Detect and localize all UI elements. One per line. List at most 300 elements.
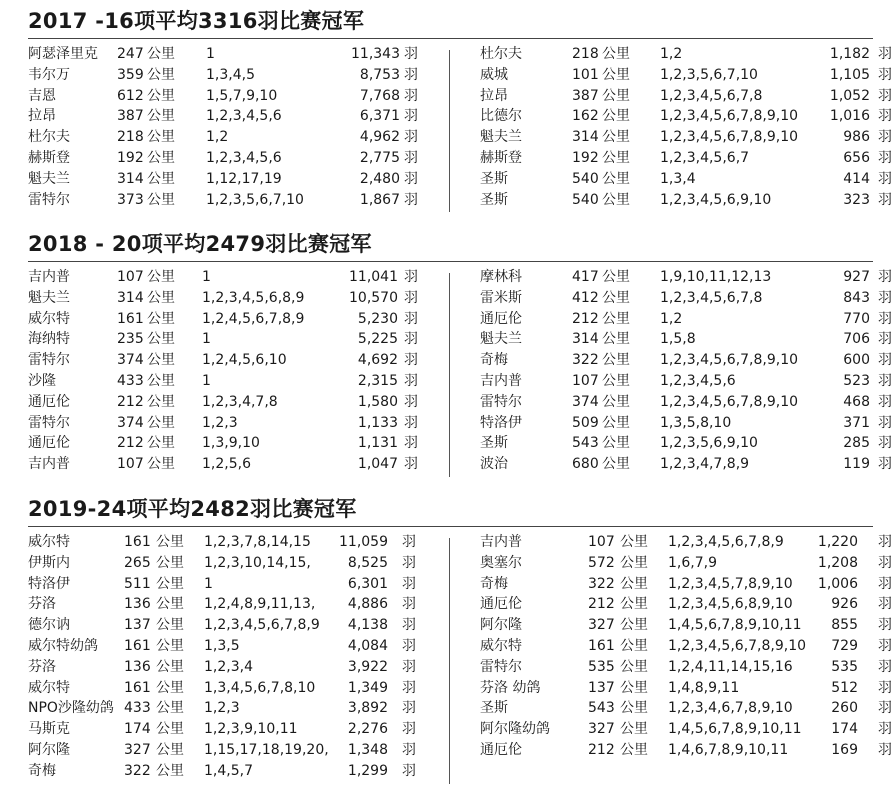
venue-name: 摩林科 — [480, 269, 522, 285]
distance-unit: 公里 — [620, 679, 648, 696]
distance-value: 218 — [117, 129, 144, 146]
distance-value: 314 — [117, 170, 144, 187]
pigeon-count: 119 — [843, 456, 870, 473]
race-numbers: 1,2,3,4,5,6,7,8,9 — [204, 617, 320, 634]
pigeon-count: 926 — [831, 596, 858, 613]
distance-value: 359 — [117, 66, 144, 83]
pigeon-unit: 羽 — [404, 331, 418, 348]
section-title: 2018 - 20项平均2479羽比赛冠军 — [28, 232, 372, 256]
pigeon-unit: 羽 — [404, 149, 418, 166]
distance-unit: 公里 — [156, 534, 184, 550]
table-row — [28, 657, 420, 678]
pigeon-count: 260 — [831, 700, 858, 717]
venue-name: 阿尔隆幼鸽 — [480, 721, 550, 738]
table-row — [480, 615, 892, 636]
distance-unit: 公里 — [602, 170, 630, 187]
distance-unit: 公里 — [620, 596, 648, 613]
distance-unit: 公里 — [602, 46, 630, 62]
pigeon-count: 6,301 — [347, 575, 388, 592]
venue-name: 威尔特 — [28, 310, 70, 327]
race-numbers: 1,2,3,4,5,6,7,8,9,10 — [668, 637, 807, 654]
race-numbers: 1,2,3,4,5,6,9,10 — [660, 191, 772, 208]
distance-unit: 公里 — [147, 393, 175, 410]
distance-value: 314 — [117, 289, 144, 306]
race-numbers: 1,3,5 — [204, 637, 240, 654]
table-row — [480, 413, 892, 434]
table-row — [28, 761, 420, 782]
distance-value: 265 — [124, 554, 151, 571]
race-numbers: 1,2,3,5,6,9,10 — [660, 435, 758, 452]
distance-unit: 公里 — [147, 289, 175, 306]
distance-value: 161 — [124, 534, 151, 550]
pigeon-unit: 羽 — [402, 762, 416, 779]
venue-name: 韦尔万 — [28, 66, 70, 83]
venue-name: 芬洛 — [28, 658, 56, 675]
distance-unit: 公里 — [620, 700, 648, 717]
distance-value: 543 — [588, 700, 615, 717]
section-title: 2019-24项平均2482羽比赛冠军 — [28, 497, 357, 521]
pigeon-count: 2,276 — [347, 721, 388, 738]
distance-value: 107 — [572, 372, 599, 389]
distance-value: 161 — [124, 637, 151, 654]
distance-value: 212 — [572, 310, 599, 327]
pigeon-unit: 羽 — [404, 269, 418, 285]
distance-unit: 公里 — [147, 170, 175, 187]
distance-value: 374 — [117, 414, 144, 431]
race-numbers: 1,2,4,11,14,15,16 — [668, 658, 793, 675]
venue-name: 通厄伦 — [480, 596, 522, 613]
race-numbers: 1,2,3,4,5,6,8,9 — [202, 289, 305, 306]
race-numbers: 1,2,4,8,9,11,13, — [204, 596, 316, 613]
table-row — [28, 288, 420, 309]
venue-name: 魁夫兰 — [480, 129, 522, 146]
pigeon-count: 855 — [831, 617, 858, 634]
venue-name: 魁夫兰 — [480, 331, 522, 348]
pigeon-unit: 羽 — [404, 66, 418, 83]
pigeon-unit: 羽 — [402, 637, 416, 654]
race-numbers: 1,2,4,5,6,7,8,9 — [202, 310, 305, 327]
venue-name: 吉恩 — [28, 87, 56, 104]
race-numbers: 1 — [202, 372, 211, 389]
race-numbers: 1,2,3,4,7,8,9 — [660, 456, 750, 473]
pigeon-count: 4,138 — [347, 617, 388, 634]
pigeon-count: 4,962 — [359, 129, 400, 146]
race-numbers: 1,2,3,4,6,7,8,9,10 — [668, 700, 793, 717]
race-numbers: 1,2,3,4,5,6,7 — [660, 149, 750, 166]
pigeon-unit: 羽 — [404, 87, 418, 104]
distance-value: 212 — [588, 596, 615, 613]
section-rule — [28, 38, 873, 39]
distance-value: 327 — [588, 617, 615, 634]
table-row — [480, 371, 892, 392]
pigeon-count: 1,349 — [347, 679, 388, 696]
pigeon-count: 11,041 — [349, 269, 398, 285]
distance-unit: 公里 — [156, 762, 184, 779]
distance-value: 612 — [117, 87, 144, 104]
table-row — [28, 574, 420, 595]
pigeon-unit: 羽 — [404, 170, 418, 187]
pigeon-unit: 羽 — [404, 191, 418, 208]
pigeon-count: 7,768 — [359, 87, 400, 104]
distance-value: 192 — [117, 149, 144, 166]
pigeon-count: 1,299 — [347, 762, 388, 779]
table-row — [28, 148, 420, 169]
distance-value: 137 — [588, 679, 615, 696]
venue-name: 阿瑟泽里克 — [28, 46, 98, 62]
pigeon-unit: 羽 — [878, 393, 892, 410]
distance-unit: 公里 — [620, 575, 648, 592]
distance-value: 314 — [572, 129, 599, 146]
pigeon-count: 8,525 — [347, 554, 388, 571]
venue-name: 雷特尔 — [480, 393, 522, 410]
venue-name: 赫斯登 — [480, 149, 522, 166]
pigeon-unit: 羽 — [878, 741, 892, 758]
distance-unit: 公里 — [602, 108, 630, 125]
pigeon-count: 414 — [843, 170, 870, 187]
race-numbers: 1,2 — [660, 310, 683, 327]
table-row — [480, 454, 892, 475]
pigeon-count: 174 — [831, 721, 858, 738]
distance-unit: 公里 — [602, 414, 630, 431]
table-row — [480, 574, 892, 595]
venue-name: 奇梅 — [28, 762, 56, 779]
pigeon-count: 1,133 — [357, 414, 398, 431]
pigeon-count: 927 — [843, 269, 870, 285]
pigeon-count: 3,922 — [347, 658, 388, 675]
venue-name: 圣斯 — [480, 700, 508, 717]
race-numbers: 1,5,8 — [660, 331, 696, 348]
race-numbers: 1,2,3,4,5,7,8,9,10 — [668, 575, 793, 592]
pigeon-unit: 羽 — [878, 414, 892, 431]
pigeon-unit: 羽 — [404, 129, 418, 146]
distance-value: 314 — [572, 331, 599, 348]
pigeon-count: 11,059 — [339, 534, 388, 550]
race-numbers: 1,2,3,4,5,6 — [206, 149, 282, 166]
distance-unit: 公里 — [147, 372, 175, 389]
left-column — [28, 532, 420, 782]
table-row — [480, 740, 892, 761]
venue-name: 芬洛 幼鸽 — [480, 679, 541, 696]
table-row — [480, 288, 892, 309]
venue-name: 拉昂 — [28, 108, 56, 125]
distance-unit: 公里 — [147, 149, 175, 166]
distance-unit: 公里 — [147, 191, 175, 208]
race-numbers: 1,2,3,4,5,6 — [206, 108, 282, 125]
results-section — [28, 231, 892, 473]
pigeon-count: 1,131 — [357, 435, 398, 452]
table-row — [28, 329, 420, 350]
distance-unit: 公里 — [156, 575, 184, 592]
pigeon-unit: 羽 — [402, 679, 416, 696]
distance-unit: 公里 — [156, 721, 184, 738]
venue-name: 海纳特 — [28, 331, 70, 348]
table-row — [28, 594, 420, 615]
pigeon-unit: 羽 — [402, 575, 416, 592]
pigeon-unit: 羽 — [404, 108, 418, 125]
distance-value: 322 — [572, 352, 599, 369]
distance-value: 387 — [572, 87, 599, 104]
race-numbers: 1,2,3 — [204, 700, 240, 717]
race-numbers: 1,2 — [660, 46, 683, 62]
race-numbers: 1 — [206, 46, 215, 62]
race-numbers: 1,5,7,9,10 — [206, 87, 278, 104]
pigeon-unit: 羽 — [402, 700, 416, 717]
pigeon-unit: 羽 — [404, 435, 418, 452]
pigeon-count: 1,052 — [829, 87, 870, 104]
pigeon-count: 468 — [843, 393, 870, 410]
distance-value: 417 — [572, 269, 599, 285]
distance-value: 433 — [117, 372, 144, 389]
venue-name: 马斯克 — [28, 721, 70, 738]
venue-name: 拉昂 — [480, 87, 508, 104]
pigeon-count: 1,105 — [829, 66, 870, 83]
pigeon-unit: 羽 — [878, 310, 892, 327]
distance-unit: 公里 — [156, 700, 184, 717]
table-row — [28, 740, 420, 761]
pigeon-count: 5,225 — [357, 331, 398, 348]
pigeon-count: 10,570 — [349, 289, 398, 306]
distance-value: 107 — [117, 269, 144, 285]
venue-name: 芬洛 — [28, 596, 56, 613]
pigeon-unit: 羽 — [878, 575, 892, 592]
pigeon-unit: 羽 — [404, 289, 418, 306]
table-row — [480, 678, 892, 699]
left-column — [28, 44, 420, 210]
pigeon-unit: 羽 — [878, 534, 892, 550]
race-numbers: 1,15,17,18,19,20, — [204, 741, 329, 758]
venue-name: 沙隆 — [28, 372, 56, 389]
distance-unit: 公里 — [156, 741, 184, 758]
race-numbers: 1,2,3,10,14,15, — [204, 554, 311, 571]
table-row — [480, 594, 892, 615]
table-row — [28, 190, 420, 211]
venue-name: 雷特尔 — [480, 658, 522, 675]
pigeon-unit: 羽 — [878, 129, 892, 146]
table-row — [480, 329, 892, 350]
pigeon-count: 600 — [843, 352, 870, 369]
race-numbers: 1,2,3,4,5,6,8,9,10 — [668, 596, 793, 613]
distance-unit: 公里 — [602, 310, 630, 327]
table-row — [480, 267, 892, 288]
distance-value: 162 — [572, 108, 599, 125]
race-numbers: 1,2,3,4,5,6 — [660, 372, 736, 389]
table-row — [28, 433, 420, 454]
venue-name: 伊斯内 — [28, 554, 70, 571]
distance-value: 433 — [124, 700, 151, 717]
pigeon-unit: 羽 — [404, 352, 418, 369]
pigeon-unit: 羽 — [878, 170, 892, 187]
pigeon-count: 323 — [843, 191, 870, 208]
distance-value: 327 — [124, 741, 151, 758]
pigeon-count: 1,182 — [829, 46, 870, 62]
venue-name: 吉内普 — [480, 534, 522, 550]
table-row — [28, 678, 420, 699]
pigeon-unit: 羽 — [878, 149, 892, 166]
pigeon-count: 169 — [831, 741, 858, 758]
pigeon-unit: 羽 — [878, 87, 892, 104]
table-row — [480, 309, 892, 330]
distance-unit: 公里 — [602, 129, 630, 146]
distance-value: 161 — [124, 679, 151, 696]
table-row — [480, 657, 892, 678]
venue-name: 威尔特 — [28, 679, 70, 696]
venue-name: 雷特尔 — [28, 414, 70, 431]
race-numbers: 1,2,3,9,10,11 — [204, 721, 298, 738]
venue-name: 圣斯 — [480, 170, 508, 187]
pigeon-count: 1,867 — [359, 191, 400, 208]
pigeon-count: 2,775 — [359, 149, 400, 166]
venue-name: 特洛伊 — [480, 414, 522, 431]
pigeon-count: 1,220 — [817, 534, 858, 550]
venue-name: 吉内普 — [480, 372, 522, 389]
pigeon-unit: 羽 — [878, 596, 892, 613]
race-numbers: 1,2,3,4,5,6,7,8 — [660, 289, 763, 306]
distance-unit: 公里 — [602, 87, 630, 104]
table-row — [480, 190, 892, 211]
venue-name: 威尔特 — [28, 534, 70, 550]
pigeon-unit: 羽 — [404, 46, 418, 62]
race-numbers: 1,2 — [206, 129, 229, 146]
distance-value: 511 — [124, 575, 151, 592]
distance-value: 212 — [117, 435, 144, 452]
distance-value: 107 — [117, 456, 144, 473]
distance-value: 161 — [117, 310, 144, 327]
right-column — [480, 267, 892, 475]
pigeon-count: 843 — [843, 289, 870, 306]
race-numbers: 1,4,5,6,7,8,9,10,11 — [668, 721, 802, 738]
pigeon-count: 706 — [843, 331, 870, 348]
distance-unit: 公里 — [147, 456, 175, 473]
table-row — [480, 392, 892, 413]
pigeon-unit: 羽 — [404, 456, 418, 473]
distance-value: 161 — [588, 637, 615, 654]
pigeon-unit: 羽 — [878, 191, 892, 208]
race-numbers: 1,2,5,6 — [202, 456, 251, 473]
pigeon-unit: 羽 — [402, 741, 416, 758]
pigeon-unit: 羽 — [402, 617, 416, 634]
distance-unit: 公里 — [602, 66, 630, 83]
distance-value: 535 — [588, 658, 615, 675]
pigeon-unit: 羽 — [402, 554, 416, 571]
distance-value: 540 — [572, 170, 599, 187]
pigeon-unit: 羽 — [404, 393, 418, 410]
table-row — [480, 532, 892, 553]
pigeon-unit: 羽 — [878, 679, 892, 696]
venue-name: 赫斯登 — [28, 149, 70, 166]
pigeon-count: 729 — [831, 637, 858, 654]
table-row — [28, 636, 420, 657]
distance-value: 137 — [124, 617, 151, 634]
distance-unit: 公里 — [147, 66, 175, 83]
distance-unit: 公里 — [147, 331, 175, 348]
table-row — [480, 65, 892, 86]
table-row — [480, 698, 892, 719]
pigeon-count: 523 — [843, 372, 870, 389]
distance-unit: 公里 — [156, 617, 184, 634]
venue-name: 比德尔 — [480, 108, 522, 125]
pigeon-unit: 羽 — [878, 352, 892, 369]
pigeon-count: 1,016 — [829, 108, 870, 125]
pigeon-count: 3,892 — [347, 700, 388, 717]
table-row — [480, 127, 892, 148]
pigeon-unit: 羽 — [878, 66, 892, 83]
venue-name: 阿尔隆 — [480, 617, 522, 634]
venue-name: 威尔特幼鸽 — [28, 637, 98, 654]
distance-value: 107 — [588, 534, 615, 550]
pigeon-unit: 羽 — [878, 269, 892, 285]
race-numbers: 1,4,5,6,7,8,9,10,11 — [668, 617, 802, 634]
race-numbers: 1 — [202, 331, 211, 348]
distance-unit: 公里 — [620, 637, 648, 654]
pigeon-count: 371 — [843, 414, 870, 431]
distance-unit: 公里 — [602, 435, 630, 452]
pigeon-count: 535 — [831, 658, 858, 675]
pigeon-count: 1,580 — [357, 393, 398, 410]
results-section — [28, 8, 892, 208]
pigeon-unit: 羽 — [878, 289, 892, 306]
distance-value: 212 — [117, 393, 144, 410]
venue-name: 威尔特 — [480, 637, 522, 654]
race-numbers: 1,2,3,4,5,6,7,8 — [660, 87, 763, 104]
table-row — [28, 719, 420, 740]
distance-value: 218 — [572, 46, 599, 62]
pigeon-count: 11,343 — [351, 46, 400, 62]
venue-name: 吉内普 — [28, 456, 70, 473]
table-row — [28, 454, 420, 475]
pigeon-count: 656 — [843, 149, 870, 166]
right-column — [480, 532, 892, 761]
pigeon-unit: 羽 — [878, 372, 892, 389]
venue-name: 杜尔夫 — [28, 129, 70, 146]
pigeon-count: 4,084 — [347, 637, 388, 654]
distance-unit: 公里 — [147, 352, 175, 369]
race-numbers: 1,2,3,4,5,6,7,8,9,10 — [660, 352, 799, 369]
race-numbers: 1,2,3,5,6,7,10 — [206, 191, 304, 208]
race-numbers: 1,4,8,9,11 — [668, 679, 740, 696]
venue-name: 通厄伦 — [28, 435, 70, 452]
table-row — [28, 309, 420, 330]
table-row — [28, 371, 420, 392]
table-row — [480, 350, 892, 371]
table-row — [28, 169, 420, 190]
pigeon-unit: 羽 — [404, 414, 418, 431]
table-row — [28, 392, 420, 413]
distance-unit: 公里 — [147, 129, 175, 146]
distance-unit: 公里 — [620, 741, 648, 758]
column-divider — [449, 538, 450, 784]
venue-name: 通厄伦 — [28, 393, 70, 410]
pigeon-count: 5,230 — [357, 310, 398, 327]
pigeon-count: 4,886 — [347, 596, 388, 613]
venue-name: 雷特尔 — [28, 352, 70, 369]
pigeon-unit: 羽 — [402, 721, 416, 738]
distance-unit: 公里 — [147, 414, 175, 431]
race-numbers: 1,2,3,4,5,6,7,8,9,10 — [660, 108, 799, 125]
venue-name: 奇梅 — [480, 575, 508, 592]
distance-unit: 公里 — [147, 269, 175, 285]
distance-unit: 公里 — [156, 658, 184, 675]
race-numbers: 1,2,3,5,6,7,10 — [660, 66, 758, 83]
pigeon-count: 6,371 — [359, 108, 400, 125]
race-numbers: 1,2,3,4,7,8 — [202, 393, 278, 410]
pigeon-unit: 羽 — [878, 658, 892, 675]
distance-value: 540 — [572, 191, 599, 208]
distance-value: 680 — [572, 456, 599, 473]
distance-unit: 公里 — [602, 149, 630, 166]
pigeon-unit: 羽 — [878, 617, 892, 634]
table-row — [28, 106, 420, 127]
pigeon-count: 8,753 — [359, 66, 400, 83]
